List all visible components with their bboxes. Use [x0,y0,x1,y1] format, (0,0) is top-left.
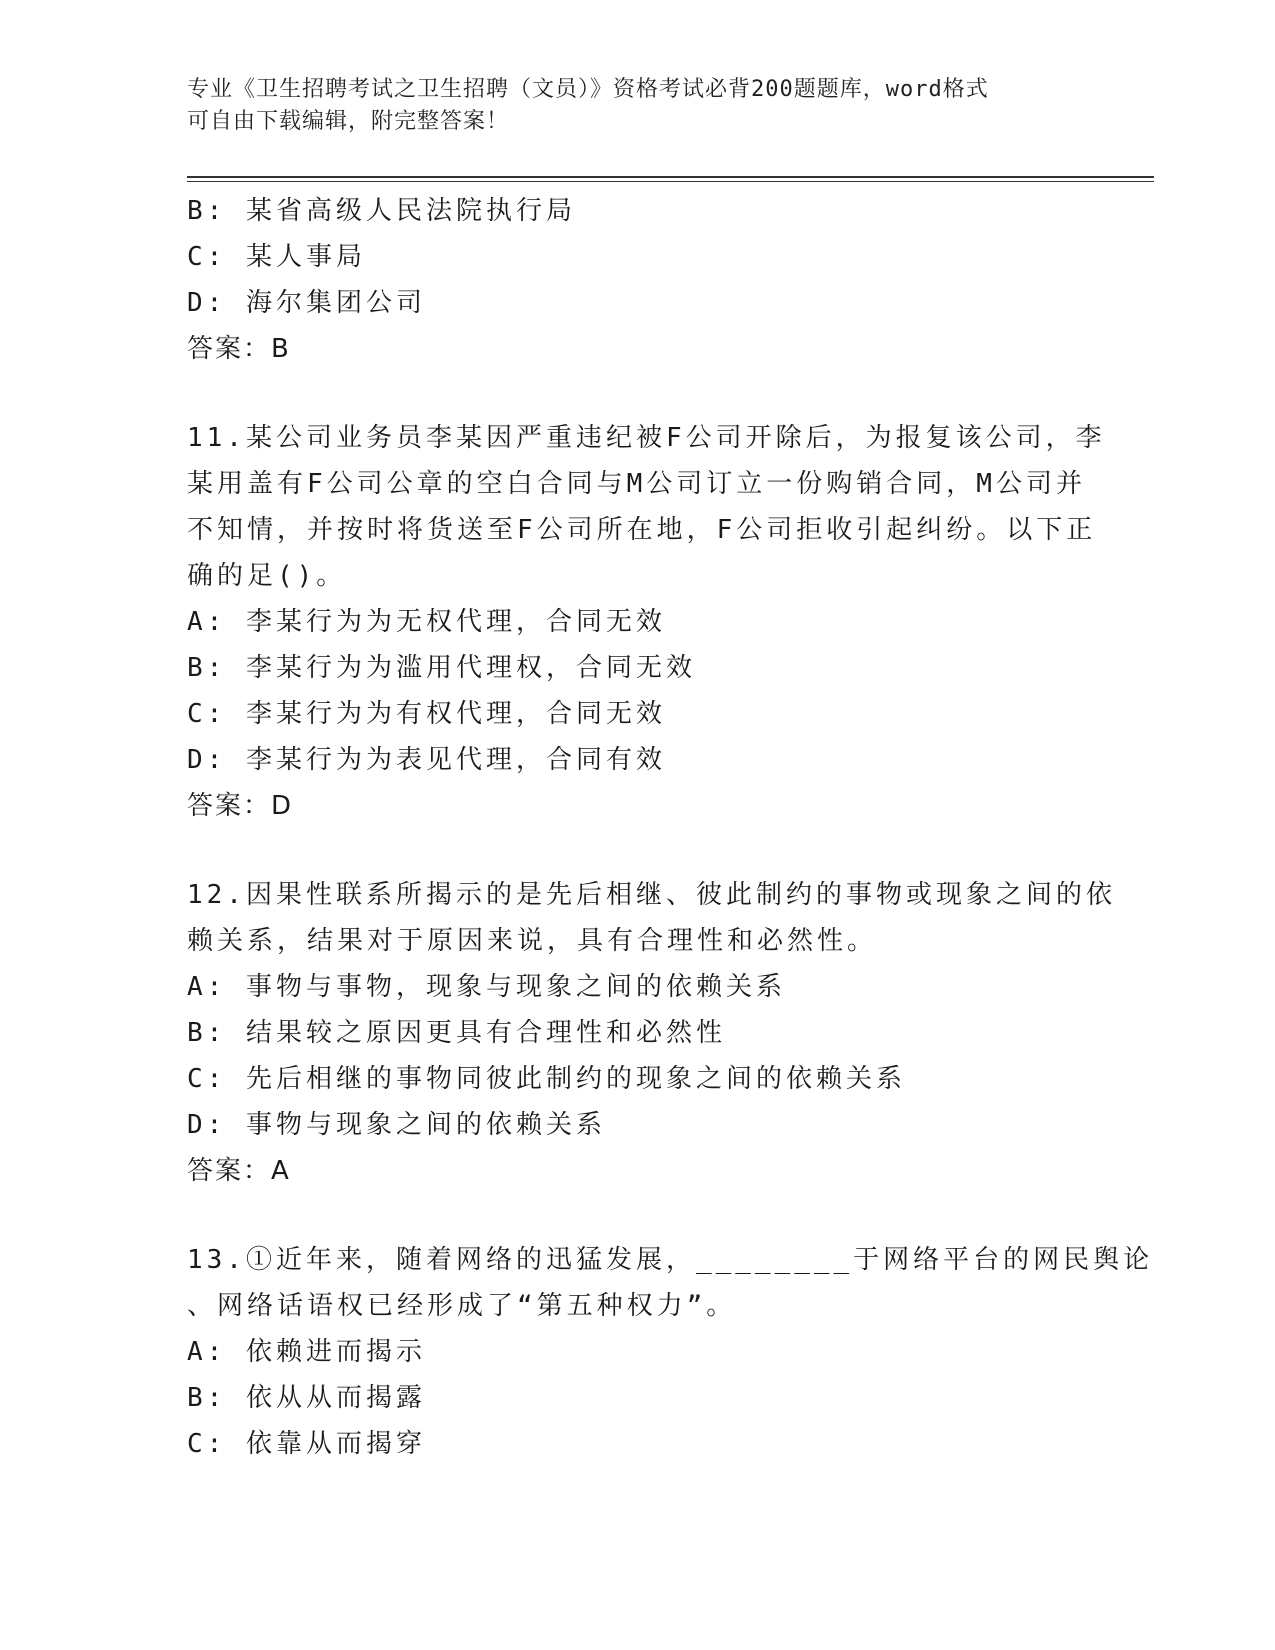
question-stem-line: 某用盖有F公司公章的空白合同与M公司订立一份购销合同，M公司并 [187,469,1086,499]
spacer [187,1194,1087,1237]
option-b: B: 依从从而揭露 [187,1383,426,1413]
option-c: C: 先后相继的事物同彼此制约的现象之间的依赖关系 [187,1064,906,1094]
spacer [187,829,1087,872]
option-a: A: 李某行为为无权代理，合同无效 [187,607,666,637]
header-divider-thin [187,181,1154,182]
option-c: C: 依靠从而揭穿 [187,1429,426,1459]
option-b: B: 某省高级人民法院执行局 [187,196,576,226]
document-header [187,74,1067,138]
question-stem-line: 13.①近年来，随着网络的迅猛发展，________于网络平台的网民舆论 [187,1245,1154,1275]
option-d: D: 海尔集团公司 [187,288,426,318]
question-stem-line: 、网络话语权已经形成了“第五种权力”。 [187,1291,737,1321]
option-a: A: 事物与事物，现象与现象之间的依赖关系 [187,972,786,1002]
option-c: C: 某人事局 [187,242,366,272]
question-stem-line: 11.某公司业务员李某因严重违纪被F公司开除后，为报复该公司，李 [187,423,1106,453]
spacer [187,372,1087,415]
question-12 [187,872,1116,1194]
question-13 [187,1237,1154,1467]
question-stem-line: 不知情，并按时将货送至F公司所在地，F公司拒收引起纠纷。以下正 [187,515,1097,545]
question-stem-line: 12.因果性联系所揭示的是先后相继、彼此制约的事物或现象之间的依 [187,880,1116,910]
option-b: B: 结果较之原因更具有合理性和必然性 [187,1018,726,1048]
answer: 答案：B [187,334,291,364]
option-a: A: 依赖进而揭示 [187,1337,426,1367]
question-11 [187,415,1106,829]
question-stem-line: 确的足()。 [187,561,347,591]
header-line-2: 可自由下载编辑，附完整答案！ [187,109,510,134]
option-b: B: 李某行为为滥用代理权，合同无效 [187,653,696,683]
header-divider-thick [187,176,1154,178]
question-stem-line: 赖关系，结果对于原因来说，具有合理性和必然性。 [187,926,878,956]
answer: 答案：A [187,1156,291,1186]
header-line-1: 专业《卫生招聘考试之卫生招聘（文员）》资格考试必背200题题库，word格式 [187,77,989,102]
option-d: D: 事物与现象之间的依赖关系 [187,1110,606,1140]
answer: 答案：D [187,791,294,821]
question-10 [187,188,1087,372]
option-c: C: 李某行为为有权代理，合同无效 [187,699,666,729]
question-list [187,188,1154,1467]
option-d: D: 李某行为为表见代理，合同有效 [187,745,666,775]
